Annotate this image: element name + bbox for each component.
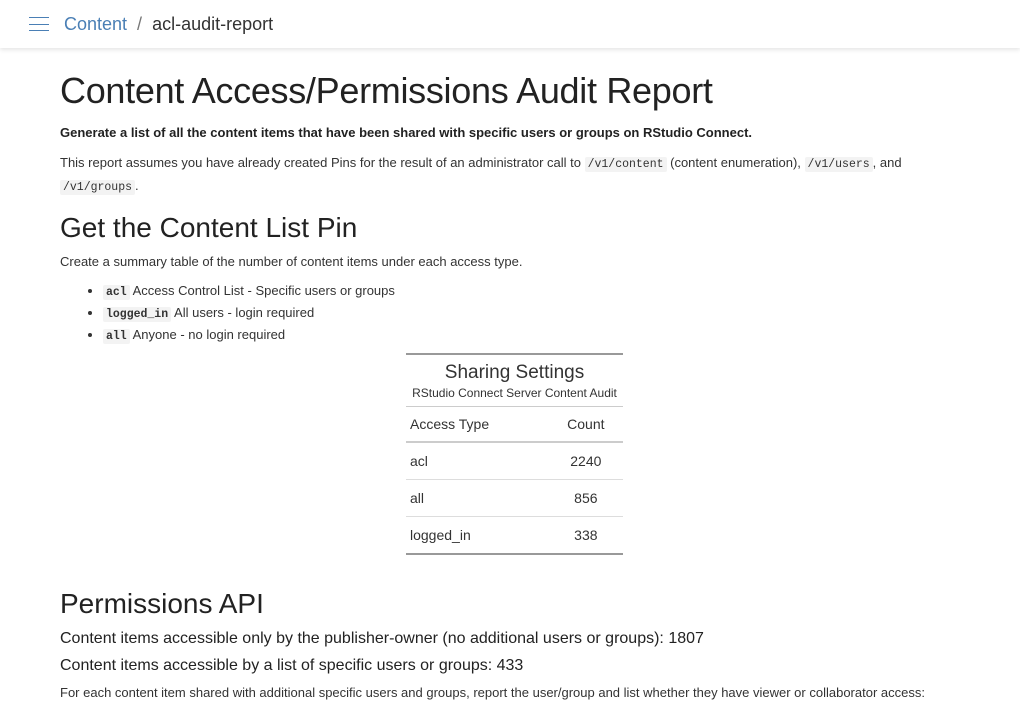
specific-users-count: Content items accessible by a list of specific users or groups: 433 [60, 657, 524, 674]
access-type-code: acl [103, 285, 130, 300]
intro-text: This report assumes you have already created Pins for the result of an administrator call to [60, 155, 585, 170]
permissions-section [60, 588, 960, 700]
intro-text: , and [872, 155, 902, 170]
access-type-list [60, 281, 960, 347]
sharing-settings-table-wrapper [406, 353, 623, 555]
cell-access-type: acl [406, 442, 549, 480]
section-heading-content-list: Get the Content List Pin [60, 212, 358, 243]
report-body [60, 48, 960, 543]
code-content-endpoint: /v1/content [585, 157, 667, 172]
code-users-endpoint: /v1/users [805, 157, 873, 172]
breadcrumb-separator: / [137, 13, 143, 34]
sharing-settings-table [406, 353, 623, 555]
list-item [103, 303, 960, 325]
report-subtitle: Generate a list of all the content items that have been shared with specific users or groups on RStudio Connect. [60, 125, 753, 140]
permissions-note: For each content item shared with additional specific users and groups, report the user/group and list whether they have viewer or collaborator access: [60, 685, 925, 700]
hamburger-menu-icon[interactable] [29, 17, 49, 31]
access-type-description: All users - login required [174, 305, 315, 320]
section-heading-permissions: Permissions API [60, 588, 264, 619]
access-type-code: all [103, 329, 130, 344]
column-header-count: Count [549, 407, 623, 443]
cell-access-type: all [406, 480, 549, 517]
page-title: Content Access/Permissions Audit Report [60, 70, 713, 111]
table-row [406, 442, 623, 480]
top-bar [0, 0, 1020, 48]
column-header-access-type: Access Type [406, 407, 549, 443]
cell-access-type: logged_in [406, 517, 549, 555]
owner-only-count: Content items accessible only by the publisher-owner (no additional users or groups): 1807 [60, 630, 704, 647]
intro-text: . [135, 178, 139, 193]
cell-count: 2240 [549, 442, 623, 480]
access-type-code: logged_in [103, 307, 171, 322]
table-row [406, 480, 623, 517]
cell-count: 338 [549, 517, 623, 555]
access-type-description: Access Control List - Specific users or groups [132, 283, 395, 298]
table-title: Sharing Settings [444, 362, 585, 383]
list-item [103, 281, 960, 303]
table-subtitle: RStudio Connect Server Content Audit [406, 386, 623, 407]
section-description: Create a summary table of the number of content items under each access type. [60, 254, 523, 269]
intro-text: (content enumeration), [666, 155, 805, 170]
breadcrumb-current: acl-audit-report [152, 13, 274, 34]
list-item [103, 325, 960, 347]
intro-paragraph [60, 152, 960, 198]
cell-count: 856 [549, 480, 623, 517]
table-row [406, 517, 623, 555]
breadcrumb-content-link[interactable]: Content [64, 13, 128, 34]
code-groups-endpoint: /v1/groups [60, 180, 135, 195]
access-type-description: Anyone - no login required [132, 327, 286, 342]
